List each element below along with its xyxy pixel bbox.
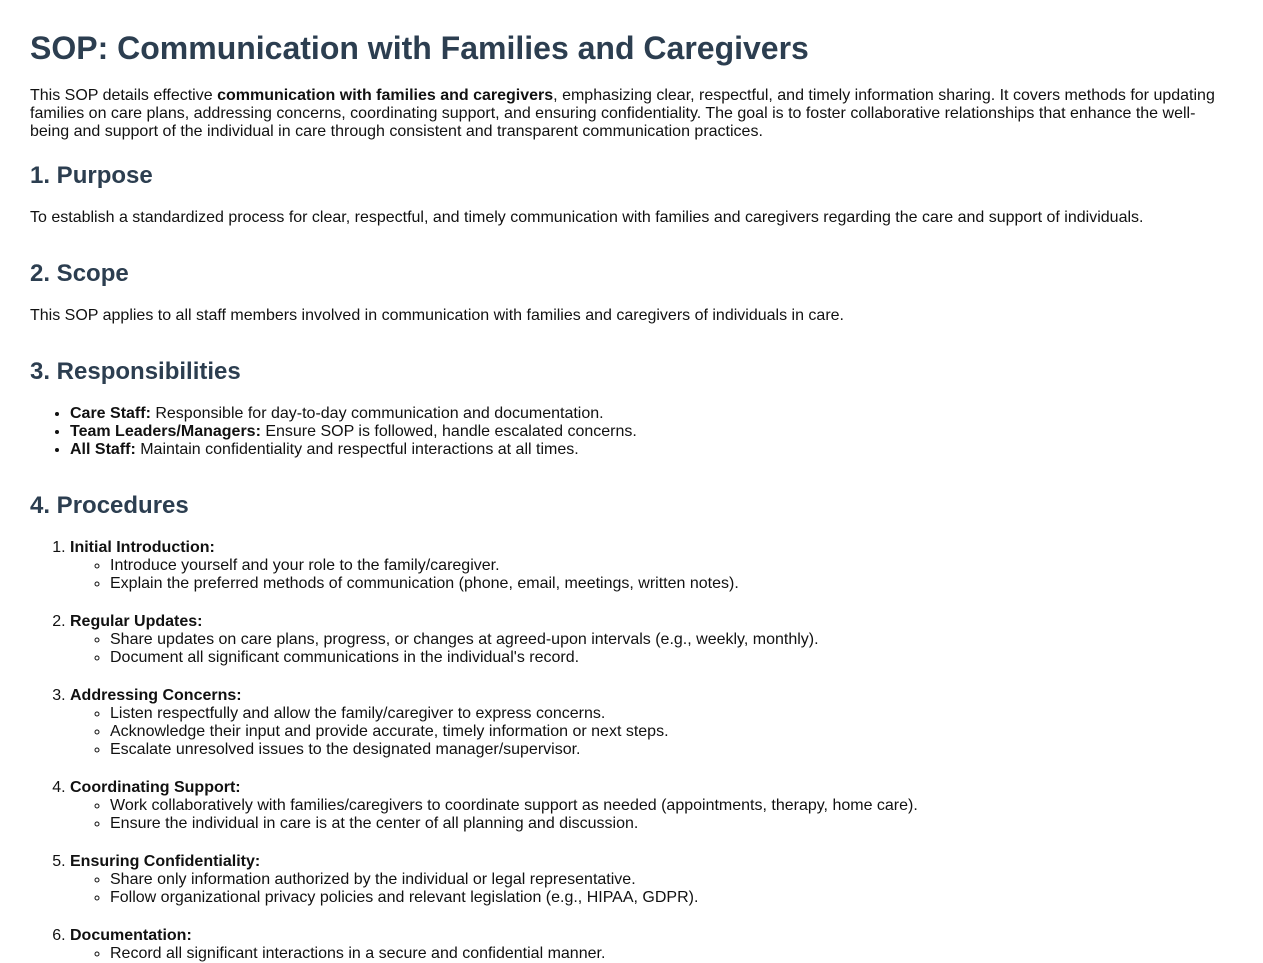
list-item: ◦ Share only information authorized by the individual or legal representative. [110, 871, 1233, 889]
purpose-text: To establish a standardized process for clear, respectful, and timely communication with families and caregivers regarding the care and support of individuals. [30, 209, 1144, 226]
list-item: ◦ Document all significant communications in the individual's record. [110, 649, 1233, 667]
list-item: ◦ Work collaboratively with families/caregivers to coordinate support as needed (appointments, therapy, home care). [110, 797, 1233, 815]
procedure-substeps [70, 631, 1233, 667]
responsibility-text: Maintain confidentiality and respectful interactions at all times. [135, 441, 579, 458]
procedure-step-title: Initial Introduction: [70, 539, 215, 556]
procedure-step-title: Ensuring Confidentiality: [70, 853, 261, 870]
list-item: ◦ Record all significant interactions in a secure and confidential manner. [110, 945, 1233, 963]
responsibility-role: All Staff: [70, 441, 136, 458]
procedure-step-title: Coordinating Support: [70, 779, 241, 796]
list-item: ◦ Listen respectfully and allow the family/caregiver to express concerns. [110, 705, 1233, 723]
list-item [70, 405, 1233, 423]
purpose-heading: 1. Purpose [30, 162, 153, 189]
procedure-step [70, 613, 1233, 667]
procedure-substeps [70, 945, 1233, 963]
procedure-substeps [70, 557, 1233, 593]
intro-bold-phrase: communication with families and caregivers [217, 87, 554, 104]
list-item: ◦ Acknowledge their input and provide accurate, timely information or next steps. [110, 723, 1233, 741]
list-item: ◦ Follow organizational privacy policies and relevant legislation (e.g., HIPAA, GDPR). [110, 889, 1233, 907]
list-item [70, 423, 1233, 441]
responsibility-text: Ensure SOP is followed, handle escalated concerns. [260, 423, 637, 440]
list-item: ◦ Ensure the individual in care is at the center of all planning and discussion. [110, 815, 1233, 833]
list-item: ◦ Share updates on care plans, progress, or changes at agreed-upon intervals (e.g., weekly, monthly). [110, 631, 1233, 649]
list-item: ◦ Explain the preferred methods of communication (phone, email, meetings, written notes). [110, 575, 1233, 593]
procedure-step [70, 539, 1233, 593]
procedure-step [70, 927, 1233, 963]
responsibility-role: Team Leaders/Managers: [70, 423, 261, 440]
scope-heading: 2. Scope [30, 260, 129, 287]
list-item: ◦ Introduce yourself and your role to the family/caregiver. [110, 557, 1233, 575]
intro-paragraph [30, 69, 1233, 141]
procedure-step [70, 687, 1233, 759]
intro-text-end: , emphasizing clear, respectful, and timely information sharing. It covers methods for updating families on care plans, addressing concerns, coordinating support, and ensuring confidentiality. The goal is to foster collaborative relationships that enhance the well-being and support of the individual in care through consistent and transparent communication practices. [30, 87, 1215, 140]
procedure-step-title: Regular Updates: [70, 613, 203, 630]
procedure-substeps [70, 871, 1233, 907]
responsibility-text: Responsible for day-to-day communication and documentation. [150, 405, 604, 422]
procedure-substeps [70, 705, 1233, 759]
responsibilities-heading: 3. Responsibilities [30, 358, 241, 385]
procedure-step [70, 853, 1233, 907]
page-title: SOP: Communication with Families and Caregivers [30, 30, 809, 66]
procedure-step-title: Addressing Concerns: [70, 687, 242, 704]
responsibility-role: Care Staff: [70, 405, 151, 422]
intro-text-start: This SOP details effective [30, 87, 218, 104]
procedure-step [70, 779, 1233, 833]
responsibilities-list [30, 405, 1233, 459]
list-item [70, 441, 1233, 459]
procedure-step-title: Documentation: [70, 927, 192, 944]
procedures-heading: 4. Procedures [30, 492, 189, 519]
scope-text: This SOP applies to all staff members involved in communication with families and caregivers of individuals in care. [30, 307, 844, 324]
procedures-list [30, 539, 1233, 963]
list-item: ◦ Escalate unresolved issues to the designated manager/supervisor. [110, 741, 1233, 759]
procedure-substeps [70, 797, 1233, 833]
